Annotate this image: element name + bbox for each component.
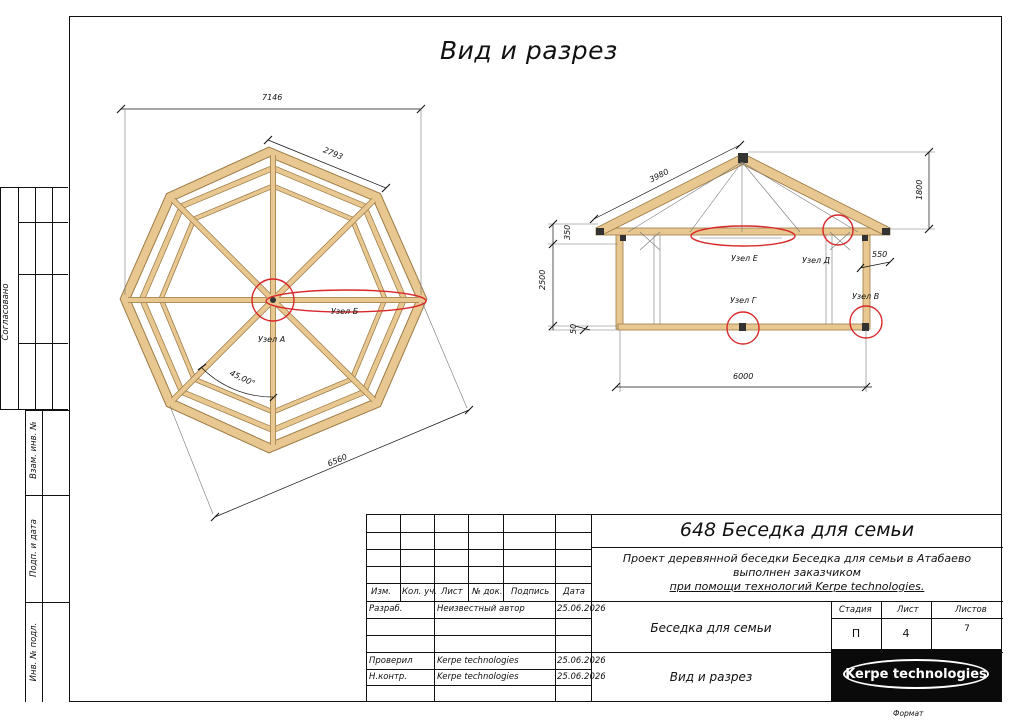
sheets-value: 7: [964, 624, 970, 634]
left-rafter: [596, 154, 748, 234]
hdr-sheet: Лист: [441, 587, 463, 597]
hdr-count: Кол. уч.: [402, 587, 437, 597]
row-date-norm: 25.06.2026: [557, 672, 606, 682]
row-date-check: 25.06.2026: [557, 656, 606, 666]
node-a-label: Узел А: [258, 335, 286, 344]
right-rafter: [738, 154, 890, 234]
title-block: [366, 514, 1002, 702]
project-description: [591, 552, 1003, 594]
dim-side: 2793: [321, 145, 345, 162]
top-plate: [596, 228, 890, 235]
row-name-check: Kerpe technologies: [437, 656, 519, 666]
hdr-doc: № док.: [472, 587, 503, 597]
section-view: [538, 141, 935, 392]
row-name-norm: Kerpe technologies: [437, 672, 519, 682]
node-d-label: Узел Д: [802, 256, 830, 265]
sheet-value: 4: [902, 627, 910, 640]
dim-overall: 7146: [262, 93, 283, 102]
dim-550: 550: [872, 250, 888, 259]
inv-replace-label: Взам. инв. №: [29, 421, 39, 479]
agreed-label: Согласовано: [1, 283, 11, 341]
company-logo-text: Kerpe technologies: [843, 659, 989, 689]
description-line-1: Проект деревянной беседки Беседка для семьи в Атабаево: [622, 552, 972, 565]
dim-ridge: 1800: [915, 179, 924, 200]
node-g-label: Узел Г: [730, 296, 757, 305]
description-line-2: выполнен заказчиком: [733, 566, 861, 579]
dim-height: 2500: [538, 269, 547, 290]
inv-orig-label: Инв. № подл.: [29, 622, 39, 682]
sheet-label: Лист: [897, 605, 919, 615]
stage-value: П: [851, 627, 861, 640]
row-role-dev: Разраб.: [369, 604, 403, 614]
plan-view: [117, 93, 473, 521]
dim-50: 50: [569, 323, 578, 334]
node-e-label: Узел Е: [731, 254, 758, 263]
left-post: [616, 234, 623, 329]
hdr-date: Дата: [563, 587, 586, 597]
hdr-signature: Подпись: [511, 587, 550, 597]
description-line-3: при помощи технологий Kerpe technologies.: [669, 580, 925, 593]
dim-width: 6000: [733, 372, 754, 381]
right-post: [863, 234, 870, 329]
hdr-change: Изм.: [371, 587, 391, 597]
row-date-dev: 25.06.2026: [557, 604, 606, 614]
object-name: Беседка для семьи: [650, 621, 772, 635]
drawing-title: Вид и разрез: [440, 36, 618, 65]
angle-label: 45,00°: [228, 368, 257, 389]
dim-350: 350: [563, 224, 572, 240]
node-b-label: Узел Б: [331, 307, 359, 316]
stage-label: Стадия: [839, 605, 872, 615]
row-role-check: Проверил: [369, 656, 413, 666]
node-v-label: Узел В: [852, 292, 880, 301]
sheets-label: Листов: [955, 605, 987, 615]
row-name-dev: Неизвестный автор: [437, 604, 525, 614]
sheet-name: Вид и разрез: [669, 670, 753, 684]
sign-date-label: Подп. и дата: [29, 519, 39, 577]
company-logo: [831, 649, 1001, 701]
row-role-norm: Н.контр.: [369, 672, 408, 682]
dim-diag: 6560: [326, 452, 349, 469]
format-label: Формат: [893, 709, 924, 718]
project-title: 648 Беседка для семьи: [679, 519, 915, 541]
dim-rafter: 3980: [647, 167, 671, 185]
